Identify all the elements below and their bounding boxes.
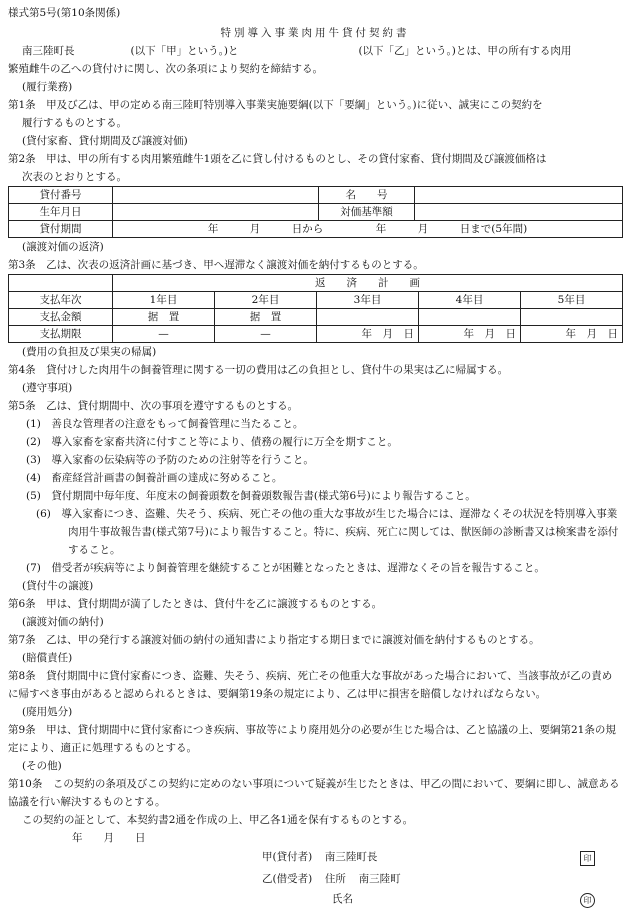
row-label-amount: 支払金額 bbox=[9, 309, 113, 326]
article-4-heading: (費用の負担及び果実の帰属) bbox=[22, 346, 157, 358]
article-5-item-2: (2) 導入家畜を家畜共済に付すこと等により、債務の履行に万全を期すこと。 bbox=[26, 436, 398, 448]
repayment-plan-table bbox=[8, 274, 623, 343]
year-1: 1年目 bbox=[113, 292, 215, 309]
article-7-heading: (譲渡対価の納付) bbox=[22, 616, 104, 628]
year-5: 5年目 bbox=[521, 292, 623, 309]
article-7-line-1: 第7条 乙は、甲の発行する譲渡対価の納付の通知書により指定する期日までに譲渡対価を納付するものとする。 bbox=[8, 634, 540, 646]
loan-no-value bbox=[113, 187, 319, 204]
article-9-text: 第9条 甲は、貸付期間中に貸付家畜につき疾病、事故等により廃用処分の必要が生じた場合は、乙と協議の上、要綱第21条の規定により、適正に処理するものとする。 bbox=[8, 724, 616, 754]
article-5-item-5: (5) 貸付期間中毎年度、年度末の飼養頭数を飼養頭数報告書(様式第6号)により報告すること。 bbox=[26, 490, 476, 502]
article-9-heading: (廃用処分) bbox=[22, 706, 73, 718]
deadline-year-1: — bbox=[113, 326, 215, 343]
address-label: 住所 bbox=[324, 873, 346, 885]
closing-statement: この契約の証として、本契約書2通を作成の上、甲乙各1通を保有するものとする。 bbox=[22, 814, 414, 826]
article-5-item-3: (3) 導入家畜の伝染病等の予防のための注射等を行うこと。 bbox=[26, 454, 314, 466]
article-1-line-1: 第1条 甲及び乙は、甲の定める南三陸町特別導入事業実施要綱(以下「要綱」という。)に従い、誠実にこの契約を bbox=[8, 99, 543, 111]
party-a-signer: 南三陸町長 bbox=[324, 851, 378, 863]
seal-party-a-icon: 印 bbox=[580, 851, 595, 866]
contract-date: 年 月 日 bbox=[72, 832, 146, 844]
price-value bbox=[415, 204, 623, 221]
birth-label: 生年月日 bbox=[9, 204, 113, 221]
table-row bbox=[9, 292, 623, 309]
row-label-year: 支払年次 bbox=[9, 292, 113, 309]
article-1-line-2: 履行するものとする。 bbox=[22, 117, 127, 129]
signature-party-a bbox=[262, 848, 622, 866]
name-label: 氏名 bbox=[332, 893, 353, 905]
party-b-label: 乙(借受者) bbox=[262, 873, 313, 885]
name-value bbox=[415, 187, 623, 204]
table-row bbox=[9, 187, 623, 204]
article-5-item-6: (6) 導入家畜につき、盗難、失そう、疾病、死亡その他の重大な事故が生じた場合には、遅滞なくその状況を特別導入事業肉用牛事故報告書(様式第7号)により報告すること。特に、疾病、死亡に関しては、獣医師の診断書又は検案書を添付すること。 bbox=[36, 508, 619, 556]
table-row bbox=[9, 309, 623, 326]
intro-line-1 bbox=[8, 42, 622, 60]
deadline-year-3: 年 月 日 bbox=[317, 326, 419, 343]
table-row bbox=[9, 275, 623, 292]
article-3-heading: (譲渡対価の返済) bbox=[22, 241, 104, 253]
article-5-item-1: (1) 善良な管理者の注意をもって飼養管理に当たること。 bbox=[26, 418, 304, 430]
price-label: 対価基準額 bbox=[319, 204, 415, 221]
year-4: 4年目 bbox=[419, 292, 521, 309]
intro-line-2: 繁殖雌牛の乙への貸付けに関し、次の条項により契約を締結する。 bbox=[8, 63, 323, 75]
article-8-text: 第8条 貸付期間中に貸付家畜につき、盗難、失そう、疾病、死亡その他重大な事故があった場合において、当該事故が乙の責めに帰すべき事由があると認められるときは、要綱第19条の規定により、乙は甲に損害を賠償しなければならない。 bbox=[8, 670, 613, 700]
article-1-heading: (履行業務) bbox=[22, 81, 73, 93]
article-5-line-1: 第5条 乙は、貸付期間中、次の事項を遵守するものとする。 bbox=[8, 400, 299, 412]
amount-year-2: 据 置 bbox=[215, 309, 317, 326]
deadline-year-4: 年 月 日 bbox=[419, 326, 521, 343]
address-value: 南三陸町 bbox=[358, 873, 401, 885]
amount-year-5 bbox=[521, 309, 623, 326]
deadline-year-5: 年 月 日 bbox=[521, 326, 623, 343]
article-3-line-1: 第3条 乙は、次表の返済計画に基づき、甲へ遅滞なく譲渡対価を納付するものとする。 bbox=[8, 259, 424, 271]
blank-cell bbox=[9, 275, 113, 292]
b-definition: (以下「乙」という。)とは、甲の所有する肉用 bbox=[358, 45, 572, 57]
a-definition: (以下「甲」という。)と bbox=[130, 45, 239, 57]
seal-party-b-icon: 印 bbox=[580, 893, 595, 908]
table-row bbox=[9, 221, 623, 238]
article-2-line-1: 第2条 甲は、甲の所有する肉用繁殖雌牛1頭を乙に貸し付けるものとし、その貸付家畜、貸付期間及び譲渡価格は bbox=[8, 153, 547, 165]
row-label-deadline: 支払期限 bbox=[9, 326, 113, 343]
table-row bbox=[9, 204, 623, 221]
article-10-text: 第10条 この契約の条項及びこの契約に定めのない事項について疑義が生じたときは、甲乙の間において、要綱に即し、誠意ある協議を行い解決するものとする。 bbox=[8, 778, 620, 808]
article-6-heading: (貸付牛の譲渡) bbox=[22, 580, 94, 592]
amount-year-4 bbox=[419, 309, 521, 326]
article-8-heading: (賠償責任) bbox=[22, 652, 73, 664]
contract-document bbox=[8, 4, 622, 847]
birth-value bbox=[113, 204, 319, 221]
deadline-year-2: — bbox=[215, 326, 317, 343]
article-10-heading: (その他) bbox=[22, 760, 62, 772]
table-row bbox=[9, 326, 623, 343]
document-title: 特別導入事業肉用牛貸付契約書 bbox=[220, 27, 410, 39]
year-3: 3年目 bbox=[317, 292, 419, 309]
article-2-heading: (貸付家畜、貸付期間及び譲渡対価) bbox=[22, 135, 188, 147]
article-5-item-4: (4) 畜産経営計画書の飼養計画の達成に努めること。 bbox=[26, 472, 283, 484]
loan-details-table bbox=[8, 186, 623, 238]
amount-year-1: 据 置 bbox=[113, 309, 215, 326]
amount-year-3 bbox=[317, 309, 419, 326]
loan-no-label: 貸付番号 bbox=[9, 187, 113, 204]
signature-party-b bbox=[262, 870, 622, 888]
article-5-heading: (遵守事項) bbox=[22, 382, 73, 394]
article-6-line-1: 第6条 甲は、貸付期間が満了したときは、貸付牛を乙に譲渡するものとする。 bbox=[8, 598, 383, 610]
repayment-plan-header: 返 済 計 画 bbox=[113, 275, 623, 292]
article-4-line-1: 第4条 貸付けした肉用牛の飼養管理に関する一切の費用は乙の負担とし、貸付牛の果実は乙に帰属する。 bbox=[8, 364, 509, 376]
period-label: 貸付期間 bbox=[9, 221, 113, 238]
party-a-label: 甲(貸付者) bbox=[262, 851, 313, 863]
year-2: 2年目 bbox=[215, 292, 317, 309]
article-2-line-2: 次表のとおりとする。 bbox=[22, 171, 127, 183]
form-number: 様式第5号(第10条関係) bbox=[8, 7, 121, 19]
article-5-item-7: (7) 借受者が疾病等により飼養管理を継続することが困難となったときは、遅滞なくその旨を報告すること。 bbox=[26, 562, 545, 574]
name-label: 名 号 bbox=[319, 187, 415, 204]
party-a-name: 南三陸町長 bbox=[22, 45, 75, 57]
period-value: 年 月 日から 年 月 日まで(5年間) bbox=[113, 221, 623, 238]
